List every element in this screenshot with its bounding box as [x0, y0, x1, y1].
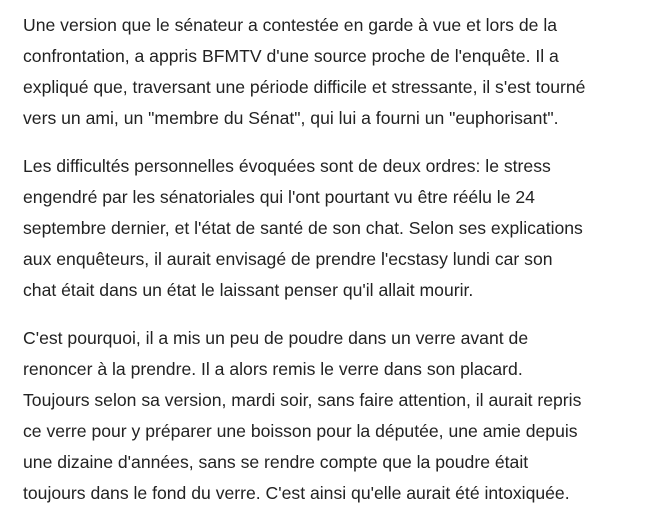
- text-line: confrontation, a appris BFMTV d'une source proche de l'enquête. Il a: [23, 46, 559, 66]
- paragraph-3: [23, 323, 623, 509]
- text-line: Une version que le sénateur a contestée en garde à vue et lors de la: [23, 15, 558, 35]
- article-body: [23, 10, 623, 526]
- text-line: septembre dernier, et l'état de santé de son chat. Selon ses explications: [23, 218, 583, 238]
- paragraph-1: [23, 10, 623, 134]
- text-line: C'est pourquoi, il a mis un peu de poudre dans un verre avant de: [23, 328, 529, 348]
- text-line: une dizaine d'années, sans se rendre compte que la poudre était: [23, 452, 529, 472]
- text-line: renoncer à la prendre. Il a alors remis le verre dans son placard.: [23, 359, 523, 379]
- text-line: toujours dans le fond du verre. C'est ainsi qu'elle aurait été intoxiquée.: [23, 483, 570, 503]
- text-line: engendré par les sénatoriales qui l'ont pourtant vu être réélu le 24: [23, 187, 535, 207]
- text-line: ce verre pour y préparer une boisson pour la députée, une amie depuis: [23, 421, 578, 441]
- text-line: Toujours selon sa version, mardi soir, sans faire attention, il aurait repris: [23, 390, 582, 410]
- text-line: aux enquêteurs, il aurait envisagé de prendre l'ecstasy lundi car son: [23, 249, 553, 269]
- text-line: vers un ami, un "membre du Sénat", qui lui a fourni un "euphorisant".: [23, 108, 559, 128]
- text-line: expliqué que, traversant une période difficile et stressante, il s'est tourné: [23, 77, 586, 97]
- paragraph-2: [23, 151, 623, 306]
- text-line: chat était dans un état le laissant penser qu'il allait mourir.: [23, 280, 474, 300]
- text-line: Les difficultés personnelles évoquées sont de deux ordres: le stress: [23, 156, 551, 176]
